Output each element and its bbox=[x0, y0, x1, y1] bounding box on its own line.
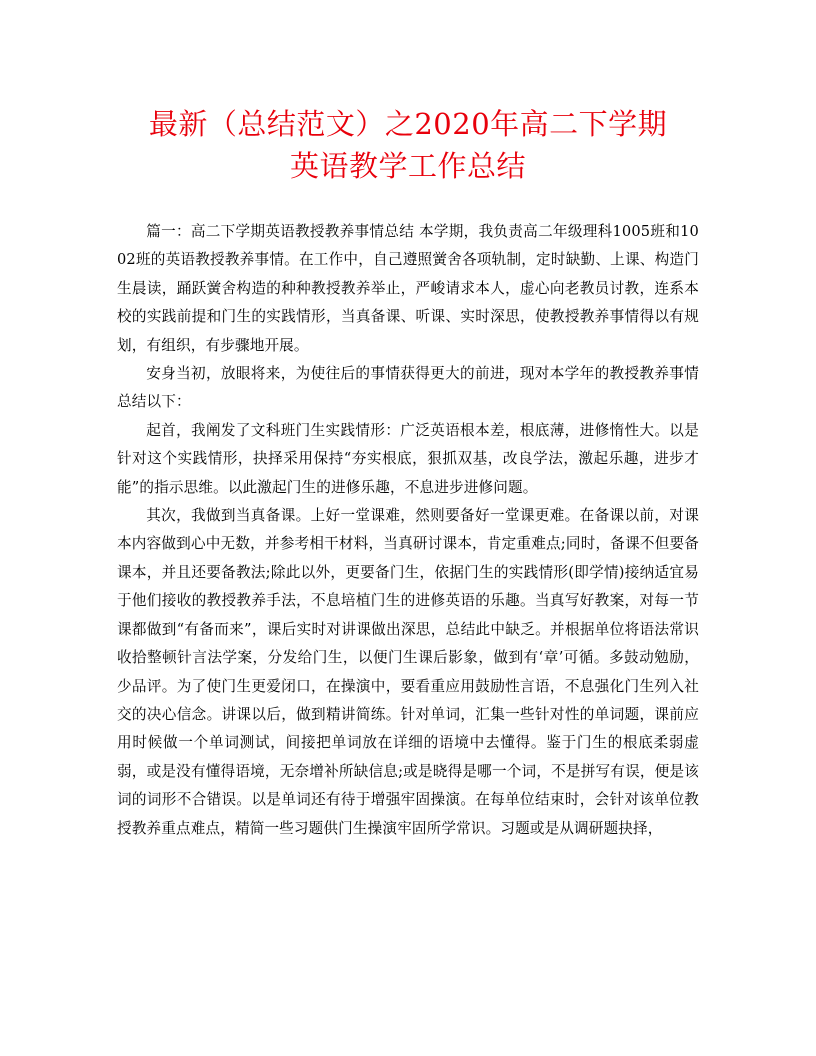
paragraph-1: 篇一：高二下学期英语教授教养事情总结 本学期，我负责高二年级理科1005班和1002班的英语教授教养事情。在工作中，自己遵照黉舍各项轨制，定时缺勤、上课、构造门生晨读，踊跃黉舍构造的种种教授教养举止，严峻请求本人，虚心向老教员讨教，连系本校的实践前提和门生的实践情形，当真备课、听课、实时深思，使教授教养事情得以有规划，有组织，有步骤地开展。 bbox=[117, 223, 699, 354]
document-title bbox=[0, 103, 816, 187]
title-line-2: 英语教学工作总结 bbox=[289, 149, 526, 183]
document-body bbox=[117, 218, 699, 843]
paragraph-2: 安身当初，放眼将来，为使往后的事情获得更大的前进，现对本学年的教授教养事情总结以下： bbox=[117, 365, 699, 411]
paragraph-4: 其次，我做到当真备课。上好一堂课难，然则要备好一堂课更难。在备课以前，对课本内容做到心中无数，并参考相干材料，当真研讨课本，肯定重难点;同时，备课不但要备课本，并且还要备教法;除此以外，更要备门生，依据门生的实践情形(即学情)接纳适宜易于他们接收的教授教养手法，不息培植门生的进修英语的乐趣。当真写好教案，对每一节课都做到“有备而来”，课后实时对讲课做出深思，总结此中缺乏。并根据单位将语法常识收拾整顿针言法学案，分发给门生，以便门生课后影象，做到有‘章’可循。多鼓动勉励，少品评。为了使门生更爱闭口，在操演中，要看重应用鼓励性言语，不息强化门生列入社交的决心信念。讲课以后，做到精讲简练。针对单词，汇集一些针对性的单词题，课前应用时候做一个单词测试，间接把单词放在详细的语境中去懂得。鉴于门生的根底柔弱虚弱，或是没有懂得语境，无奈增补所缺信息;或是晓得是哪一个词，不是拼写有误，便是该词的词形不合错误。以是单词还有待于增强牢固操演。在每单位结束时，会针对该单位教授教养重点难点，精简一些习题供门生操演牢固所学常识。习题或是从调研题抉择， bbox=[117, 507, 699, 837]
title-line-1: 最新（总结范文）之2020年高二下学期 bbox=[148, 107, 668, 141]
paragraph-3: 起首，我阐发了文科班门生实践情形：广泛英语根本差，根底薄，进修惰性大。以是针对这个实践情形，抉择采用保持“夯实根底，狠抓双基，改良学法，激起乐趣，进步才能”的指示思维。以此激起门生的进修乐趣，不息进步进修问题。 bbox=[117, 421, 699, 496]
